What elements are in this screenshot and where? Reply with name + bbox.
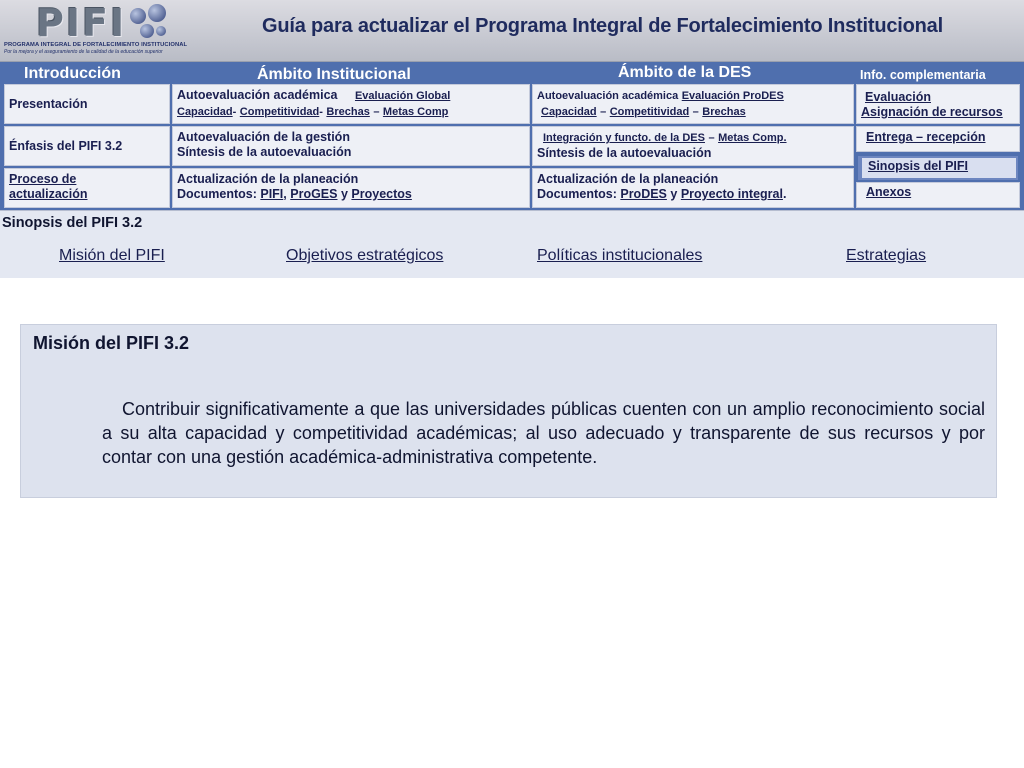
link-mision[interactable]: Misión del PIFI [59, 247, 165, 264]
separator: - [319, 106, 323, 118]
logo-tagline: Por la mejora y el aseguramiento de la calidad de la educación superior [4, 49, 163, 55]
logo-wordmark: PIFI [36, 1, 127, 45]
des-metas-link[interactable]: Metas Comp. [718, 132, 787, 144]
tab-introduccion[interactable]: Introducción [24, 65, 121, 82]
link-objetivos[interactable]: Objetivos estratégicos [286, 247, 444, 264]
link-politicas[interactable]: Políticas institucionales [537, 247, 703, 264]
tab-ambito-institucional[interactable]: Ámbito Institucional [257, 66, 411, 83]
nav-des-autoevaluacion [532, 84, 854, 124]
des-proyecto-integral-link[interactable]: Proyecto integral [680, 187, 783, 201]
separator: . [782, 187, 787, 201]
des-integracion-link[interactable]: Integración y functo. de la DES [543, 132, 705, 144]
info-anexos-link[interactable]: Anexos [866, 185, 912, 199]
info-entrega-link[interactable]: Entrega – recepción [866, 130, 986, 144]
des-eval-prodes-link[interactable]: Evaluación ProDES [681, 90, 784, 102]
nav-info-evaluacion [856, 84, 1020, 124]
inst-metas-link[interactable]: Metas Comp [382, 106, 449, 118]
des-actualizacion-link[interactable]: Actualización de la planeación [537, 172, 719, 186]
tab-ambito-des[interactable]: Ámbito de la DES [618, 64, 752, 81]
separator: – [692, 106, 699, 118]
nav-info-entrega[interactable] [856, 126, 1020, 152]
enfasis-link[interactable]: Énfasis del PIFI 3.2 [9, 139, 123, 153]
des-competitividad-link[interactable]: Competitividad [609, 106, 690, 118]
info-sinopsis-link[interactable]: Sinopsis del PIFI [868, 159, 969, 173]
inst-sintesis-link[interactable]: Síntesis de la autoevaluación [177, 145, 352, 159]
header [0, 0, 1024, 62]
nav-des-planeacion [532, 168, 854, 208]
nav-des-integracion [532, 126, 854, 166]
nav-proceso[interactable] [4, 168, 170, 208]
mission-title: Misión del PIFI 3.2 [33, 333, 190, 353]
separator: – [373, 106, 380, 118]
inst-autoeval-gestion-link[interactable]: Autoevaluación de la gestión [177, 130, 350, 144]
inst-proyectos-link[interactable]: Proyectos [351, 187, 412, 201]
separator: , [283, 187, 287, 201]
inst-eval-global-link[interactable]: Evaluación Global [354, 90, 451, 102]
separator: - [232, 106, 237, 118]
nav-info-anexos[interactable] [856, 182, 1020, 208]
nav-inst-planeacion [172, 168, 530, 208]
inst-pifi-link[interactable]: PIFI [260, 187, 284, 201]
nav-inst-gestion [172, 126, 530, 166]
nav-inst-autoevaluacion [172, 84, 530, 124]
logo-dots-icon [128, 4, 168, 44]
presentacion-link[interactable]: Presentación [9, 97, 88, 111]
inst-autoeval-label: Autoevaluación académica [177, 88, 338, 102]
sub-navigation [0, 210, 1024, 278]
info-evaluacion-link[interactable]: Evaluación [865, 90, 931, 104]
des-sintesis-link[interactable]: Síntesis de la autoevaluación [537, 146, 712, 160]
nav-presentacion[interactable] [4, 84, 170, 124]
des-brechas-link[interactable]: Brechas [702, 106, 746, 118]
info-asignacion-link[interactable]: Asignación de recursos [861, 105, 1003, 119]
inst-brechas-link[interactable]: Brechas [326, 106, 370, 118]
inst-actualizacion-link[interactable]: Actualización de la planeación [177, 172, 359, 186]
info-sinopsis-selected[interactable] [858, 156, 1018, 180]
inst-capacidad-link[interactable]: Capacidad [177, 106, 233, 118]
des-documentos-label: Documentos: [537, 187, 617, 201]
separator: – [708, 132, 715, 144]
des-autoeval-label: Autoevaluación académica [537, 90, 679, 102]
inst-competitividad-link[interactable]: Competitividad [239, 106, 320, 118]
main-navigation [0, 62, 1024, 210]
proceso-link[interactable]: Proceso de actualización [9, 172, 88, 201]
separator: y [340, 187, 348, 201]
logo-caption: PROGRAMA INTEGRAL DE FORTALECIMIENTO INSTITUCIONAL [4, 42, 188, 48]
link-estrategias[interactable]: Estrategias [846, 247, 927, 264]
page-title: Guía para actualizar el Programa Integral de Fortalecimiento Institucional [262, 15, 943, 37]
nav-enfasis[interactable] [4, 126, 170, 166]
section-title: Sinopsis del PIFI 3.2 [2, 215, 143, 231]
des-prodes-link[interactable]: ProDES [620, 187, 667, 201]
separator: – [600, 106, 607, 118]
tab-info-complementaria[interactable]: Info. complementaria [860, 68, 986, 82]
mission-panel [20, 324, 997, 498]
inst-proges-link[interactable]: ProGES [290, 187, 338, 201]
inst-documentos-label: Documentos: [177, 187, 257, 201]
separator: y [670, 187, 678, 201]
des-capacidad-link[interactable]: Capacidad [541, 106, 597, 118]
mission-text: Contribuir significativamente a que las universidades públicas cuenten con un amplio reconocimiento social a su alta capacidad y competitividad académicas; al uso adecuado y transparente de sus recursos y por contar con una gestión académica-administrativa competente. [102, 399, 985, 467]
pifi-logo[interactable] [4, 2, 200, 58]
